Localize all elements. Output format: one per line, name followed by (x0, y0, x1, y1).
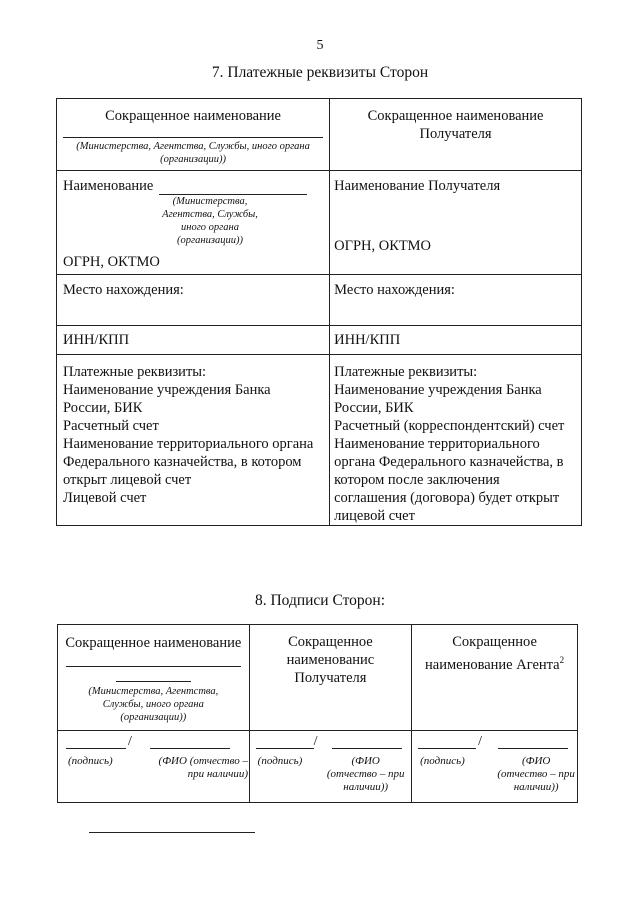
left-name-label: Наименование (63, 178, 154, 194)
right-inn: ИНН/КПП (334, 332, 401, 348)
left-header-underline (63, 137, 323, 138)
sig-col1-underline-1 (66, 666, 241, 667)
right-inn-cell (330, 326, 582, 355)
right-payment-line: соглашения (договора) будет открыт (334, 490, 560, 506)
sig-col3-header-cell (412, 625, 578, 731)
right-location: Место нахождения: (334, 282, 455, 298)
section-7-heading: 7. Платежные реквизиты Сторон (211, 64, 429, 81)
left-name-cell (57, 171, 330, 275)
fio-line (150, 748, 230, 749)
left-payment-cell (57, 355, 330, 526)
right-payment-cell (330, 355, 582, 526)
fio-label: (ФИО (отчество – при наличии) (158, 755, 248, 780)
fio-line (498, 748, 568, 749)
slash: / (478, 734, 483, 749)
right-payment-line: котором после заключения (334, 472, 500, 488)
right-name-label: Наименование Получателя (334, 178, 501, 194)
sign-label: (подпись) (257, 755, 303, 767)
sig-col2-header-cell (249, 625, 411, 731)
right-payment-line: Платежные реквизиты: (334, 364, 478, 380)
right-payment-line: Наименование территориального (334, 436, 540, 452)
sign-line (256, 748, 314, 749)
signatures-table (57, 624, 578, 803)
sig-col3-sign-cell (412, 731, 578, 803)
right-payment-line: Расчетный (корреспондентский) счет (334, 418, 565, 434)
sig-col2-title: Сокращенное наименованиc Получателя (286, 634, 375, 686)
right-payment-line: Наименование учреждения Банка (334, 382, 542, 398)
left-payment-line: Федерального казначейства, в котором (63, 454, 302, 470)
slash: / (313, 734, 318, 749)
fio-label: (ФИО (отчество – при наличии)) (326, 755, 405, 793)
right-payment-line: лицевой счет (334, 508, 415, 524)
footnote-ref: 2 (559, 655, 565, 665)
sig-col1-sign-cell (58, 731, 250, 803)
sig-col2-sign-cell (249, 731, 411, 803)
left-inn: ИНН/КПП (63, 332, 130, 348)
left-payment-line: Платежные реквизиты: (63, 364, 207, 380)
sign-label: (подпись) (68, 755, 113, 767)
right-name-cell (330, 171, 582, 275)
left-inn-cell (57, 326, 330, 355)
right-ogrn: ОГРН, ОКТМО (334, 238, 431, 254)
fio-label: (ФИО (отчество – при наличии)) (497, 755, 575, 793)
left-payment-line: открыт лицевой счет (63, 472, 192, 488)
left-payment-line: Наименование учреждения Банка (63, 382, 271, 398)
footnote-separator (89, 832, 255, 833)
left-header-title: Сокращенное наименование (105, 108, 281, 124)
right-payment-line: России, БИК (334, 400, 414, 416)
sig-col3-title: Сокращенное наименование Агента (425, 634, 560, 673)
sig-col1-note: (Министерства, Агентства, Службы, иного органа (организации)) (88, 686, 219, 723)
left-location: Место нахождения: (63, 282, 184, 298)
sig-col1-underline-2 (116, 681, 191, 682)
sign-label: (подпись) (420, 755, 465, 767)
left-payment-line: Расчетный счет (63, 418, 159, 434)
section-8-heading: 8. Подписи Сторон: (254, 592, 386, 609)
sign-line (66, 748, 126, 749)
payment-details-table (56, 98, 582, 526)
right-header-title: Сокращенное наименование Получателя (367, 108, 544, 142)
fio-line (332, 748, 402, 749)
left-payment-line: Наименование территориального органа (63, 436, 314, 452)
left-header-cell (57, 99, 330, 171)
sign-line (418, 748, 476, 749)
left-ogrn: ОГРН, ОКТМО (63, 254, 160, 270)
left-payment-line: Лицевой счет (63, 490, 147, 506)
left-name-underline (159, 180, 307, 195)
left-location-cell (57, 275, 330, 326)
left-header-note: (Министерства, Агентства, Службы, иного органа (организации)) (76, 141, 310, 165)
right-location-cell (330, 275, 582, 326)
page-number: 5 (316, 38, 324, 53)
left-payment-line: России, БИК (63, 400, 143, 416)
left-name-note: (Министерства, Агентства, Службы, иного органа (организации)) (162, 196, 258, 246)
right-header-cell (330, 99, 582, 171)
sig-col1-header-cell (58, 625, 250, 731)
sig-col1-title: Сокращенное наименование (65, 635, 242, 651)
slash: / (128, 734, 132, 749)
right-payment-line: органа Федерального казначейства, в (334, 454, 564, 470)
